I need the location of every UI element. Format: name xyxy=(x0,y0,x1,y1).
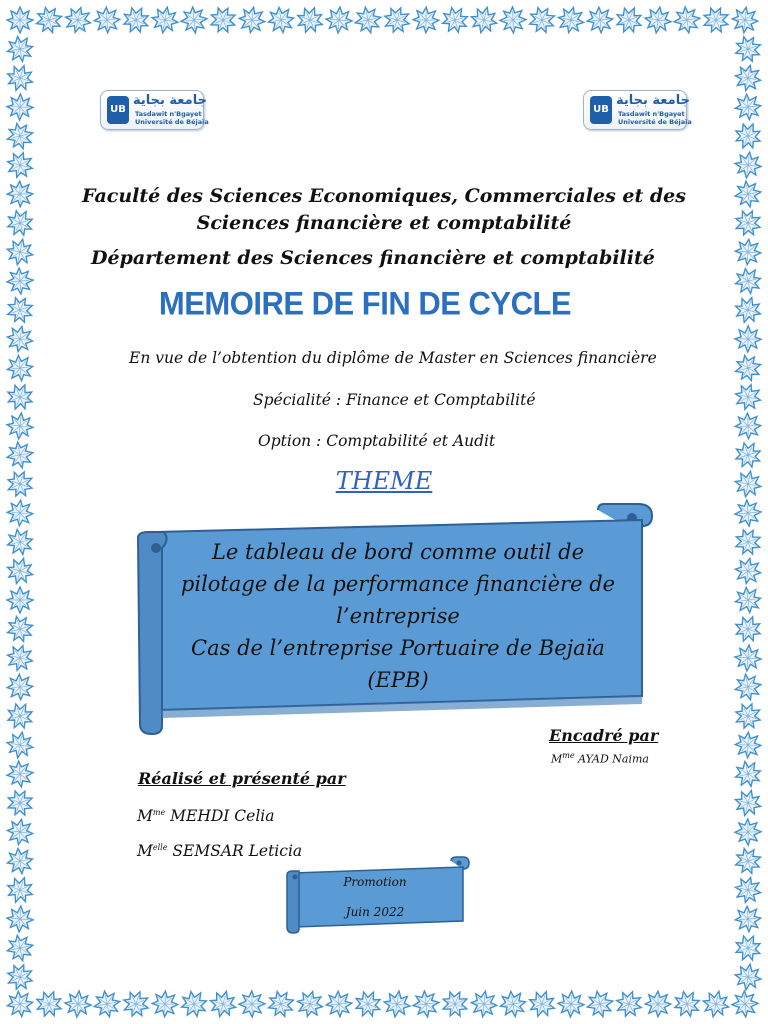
logo-line1: Tasdawit n'Bgayet xyxy=(618,110,685,118)
leaf-ornament xyxy=(2,147,38,183)
student-name: SEMSAR Leticia xyxy=(167,842,303,860)
leaf-ornament xyxy=(351,987,386,1022)
leaf-ornament xyxy=(466,986,503,1023)
leaf-ornament xyxy=(731,525,765,559)
leaf-ornament xyxy=(727,2,764,39)
leaf-ornament xyxy=(150,5,180,35)
faculty-heading xyxy=(0,183,768,237)
leaf-ornament xyxy=(731,119,765,153)
students-label: Réalisé et présenté par xyxy=(138,769,346,788)
leaf-ornament xyxy=(495,986,531,1022)
promotion-label: Promotion xyxy=(343,875,407,889)
leaf-ornament xyxy=(2,843,38,879)
leaf-ornament xyxy=(437,2,473,38)
leaf-ornament xyxy=(2,31,38,67)
leaf-ornament xyxy=(735,819,761,845)
leaf-ornament xyxy=(6,905,34,933)
leaf-ornament xyxy=(730,553,766,589)
leaf-ornament xyxy=(4,120,36,152)
leaf-ornament xyxy=(408,2,445,39)
leaf-ornament xyxy=(5,933,36,964)
leaf-ornament xyxy=(5,440,35,470)
leaf-ornament xyxy=(730,379,766,415)
student-title: M xyxy=(137,842,153,860)
leaf-ornament xyxy=(438,987,472,1021)
leaf-ornament xyxy=(3,380,37,414)
option-line: Option : Comptabilité et Audit xyxy=(258,432,496,450)
leaf-ornament xyxy=(64,990,92,1018)
theme-label: THEME xyxy=(335,467,433,495)
student-title: M xyxy=(137,807,153,825)
leaf-ornament xyxy=(206,3,240,37)
theme-line-3: l’entreprise xyxy=(336,604,460,628)
leaf-ornament xyxy=(263,2,299,38)
leaf-ornament xyxy=(2,959,37,994)
leaf-ornament xyxy=(730,408,767,445)
leaf-ornament xyxy=(5,730,35,760)
leaf-ornament xyxy=(2,321,38,357)
leaf-ornament xyxy=(89,2,126,39)
leaf-ornament xyxy=(557,990,584,1017)
theme-line-1: Le tableau de bord comme outil de xyxy=(211,540,585,564)
leaf-ornament xyxy=(699,3,733,37)
leaf-ornament xyxy=(731,32,764,65)
leaf-ornament xyxy=(2,814,38,850)
leaf-ornament xyxy=(5,237,36,268)
leaf-ornament xyxy=(730,89,767,126)
leaf-ornament xyxy=(2,669,39,706)
logo-line2: Université de Béjaïa xyxy=(135,118,209,126)
leaf-ornament xyxy=(672,5,701,34)
leaf-ornament xyxy=(234,2,270,38)
leaf-ornament xyxy=(612,3,646,37)
university-logo-right xyxy=(583,90,692,130)
university-emblem: UB xyxy=(590,96,612,124)
leaf-ornament xyxy=(4,613,36,645)
leaf-ornament xyxy=(730,727,767,764)
leaf-ornament xyxy=(293,3,326,36)
leaf-ornament xyxy=(553,2,589,38)
leaf-ornament xyxy=(468,4,500,36)
leaf-ornament xyxy=(582,2,619,39)
leaf-ornament xyxy=(730,582,766,618)
leaf-ornament xyxy=(735,326,761,352)
leaf-ornament xyxy=(119,987,154,1022)
leaf-ornament xyxy=(4,555,36,587)
leaf-ornament xyxy=(3,786,37,820)
theme-line-5: (EPB) xyxy=(367,668,429,692)
leaf-ornament xyxy=(2,350,38,386)
leaf-ornament xyxy=(700,988,731,1019)
supervisor-title: M xyxy=(551,752,563,766)
faculty-line-1: Faculté des Sciences Economiques, Commerciales et des xyxy=(82,185,686,207)
leaf-ornament xyxy=(207,988,239,1020)
leaf-ornament xyxy=(2,986,38,1022)
leaf-ornament xyxy=(525,987,558,1020)
leaf-ornament xyxy=(180,6,209,35)
leaf-ornament xyxy=(382,989,412,1019)
leaf-ornament xyxy=(730,756,766,792)
leaf-ornament xyxy=(500,7,527,34)
theme-text xyxy=(168,536,628,696)
leaf-ornament xyxy=(147,986,184,1023)
supervisor-title-sup: me xyxy=(562,751,575,760)
leaf-ornament xyxy=(732,845,764,877)
leaf-ornament xyxy=(379,2,414,37)
student-name: MEHDI Celia xyxy=(165,807,275,825)
leaf-ornament xyxy=(33,4,65,36)
theme-line-4: Cas de l’entreprise Portuaire de Bejaïa xyxy=(191,636,605,660)
leaf-ornament xyxy=(733,962,763,992)
leaf-ornament xyxy=(730,901,767,938)
leaf-ornament xyxy=(730,872,766,908)
student-name-line xyxy=(137,807,275,825)
leaf-ornament xyxy=(734,499,762,527)
leaf-ornament xyxy=(3,873,36,906)
student-name-line xyxy=(137,842,302,860)
leaf-ornament xyxy=(640,986,677,1023)
leaf-ornament xyxy=(611,986,646,1021)
logo-line2: Université de Béjaïa xyxy=(618,118,692,126)
leaf-ornament xyxy=(176,986,212,1022)
promotion-date: Juin 2022 xyxy=(345,905,405,919)
leaf-ornament xyxy=(730,234,767,271)
department-heading: Département des Sciences financière et comptabilité xyxy=(91,247,655,269)
leaf-ornament xyxy=(734,644,762,672)
document-title: MEMOIRE DE FIN DE CYCLE xyxy=(158,285,572,322)
leaf-ornament xyxy=(6,760,35,789)
leaf-ornament xyxy=(730,263,766,299)
speciality-line: Spécialité : Finance et Comptabilité xyxy=(253,391,536,409)
leaf-ornament xyxy=(7,587,33,613)
supervisor-name: AYAD Naima xyxy=(574,752,649,766)
promotion-scroll-banner xyxy=(283,855,473,935)
theme-line-2: pilotage de la performance financière de xyxy=(180,572,616,596)
leaf-ornament xyxy=(4,62,37,95)
leaf-ornament xyxy=(643,5,672,34)
faculty-line-2: Sciences financière et comptabilité xyxy=(196,212,572,234)
leaf-ornament xyxy=(7,94,34,121)
leaf-ornament xyxy=(731,612,765,646)
leaf-ornament xyxy=(731,990,758,1017)
supervisor-name-line xyxy=(551,751,649,766)
leaf-ornament xyxy=(92,989,122,1019)
logo-line1: Tasdawit n'Bgayet xyxy=(135,110,202,118)
supervisor-label: Encadré par xyxy=(549,726,659,745)
leaf-ornament xyxy=(32,987,66,1021)
leaf-ornament xyxy=(60,2,96,38)
logo-arabic-text: جامعة بجاية xyxy=(133,93,207,108)
student-title-sup: me xyxy=(152,807,166,817)
leaf-ornament xyxy=(669,986,704,1021)
leaf-ornament xyxy=(325,6,353,34)
leaf-ornament xyxy=(730,60,766,96)
degree-subtitle: En vue de l’obtention du diplôme de Master en Sciences financière xyxy=(129,349,657,367)
leaf-ornament xyxy=(265,988,297,1020)
university-logo-left xyxy=(100,90,209,130)
leaf-ornament xyxy=(732,294,764,326)
logo-arabic-text: جامعة بجاية xyxy=(616,93,690,108)
leaf-ornament xyxy=(3,699,38,734)
leaf-ornament xyxy=(353,5,384,36)
leaf-ornament xyxy=(584,988,615,1019)
leaf-ornament xyxy=(2,495,39,532)
leaf-ornament xyxy=(7,7,33,33)
leaf-ornament xyxy=(2,640,38,676)
leaf-ornament xyxy=(732,352,764,384)
leaf-ornament xyxy=(2,524,38,560)
leaf-ornament xyxy=(732,787,764,819)
university-emblem: UB xyxy=(107,96,129,124)
leaf-ornament xyxy=(292,986,328,1022)
leaf-ornament xyxy=(6,412,35,441)
leaf-ornament xyxy=(239,991,265,1017)
leaf-ornament xyxy=(733,672,763,702)
leaf-ornament xyxy=(734,151,763,180)
leaf-ornament xyxy=(412,990,441,1019)
leaf-ornament xyxy=(119,3,154,38)
leaf-ornament xyxy=(526,4,559,37)
leaf-ornament xyxy=(321,986,358,1023)
leaf-ornament xyxy=(731,931,766,966)
student-title-sup: elle xyxy=(152,842,168,852)
leaf-ornament xyxy=(731,699,766,734)
